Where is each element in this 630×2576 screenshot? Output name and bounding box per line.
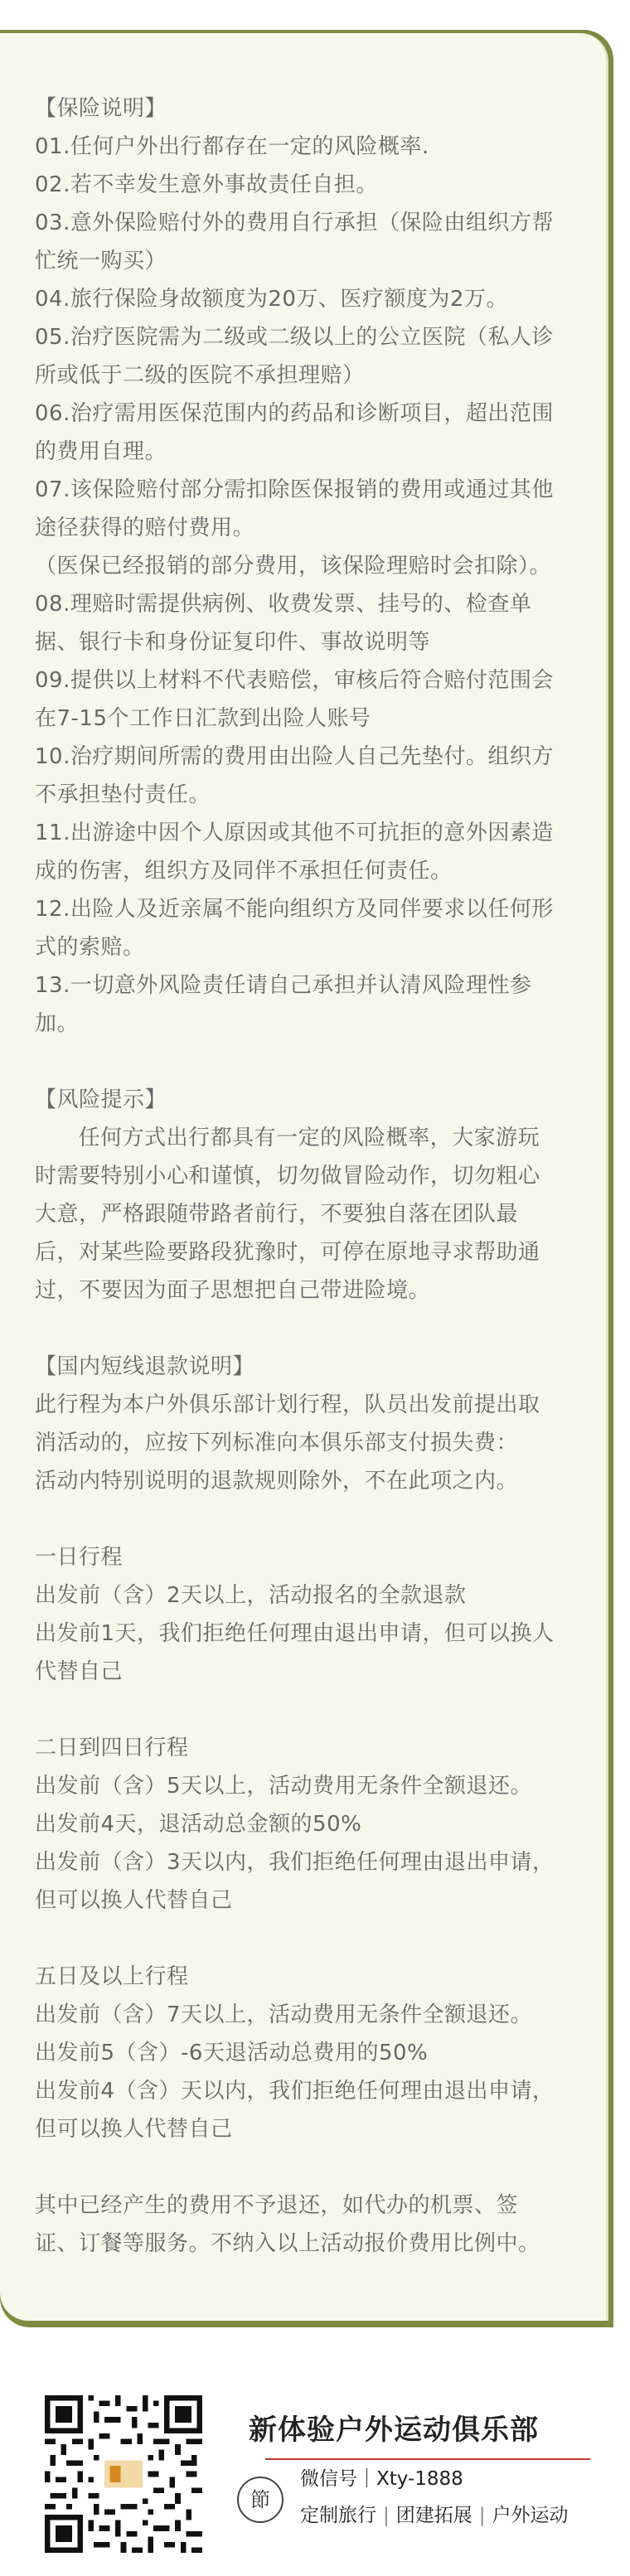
refund-one-day-line: 出发前1天，我们拒绝任何理由退出申请，但可以换人: [35, 1621, 555, 1646]
refund-one-day-line: 代替自己: [35, 1659, 124, 1684]
insurance-line: 06.治疗需用医保范围内的药品和诊断项目，超出范围: [35, 401, 554, 426]
club-name: 新体验户外运动俱乐部: [249, 2414, 539, 2447]
insurance-line: 04.旅行保险身故额度为20万、医疗额度为2万。: [35, 287, 508, 312]
risk-line: 过，不要因为面子思想把自己带进险境。: [35, 1278, 431, 1303]
insurance-line: 05.治疗医院需为二级或二级以上的公立医院（私人诊: [35, 325, 554, 350]
insurance-line: 12.出险人及近亲属不能向组织方及同伴要求以任何形: [35, 897, 554, 922]
insurance-line: 所或低于二级的医院不承担理赔）: [35, 363, 365, 388]
insurance-line: 忙统一购买）: [35, 249, 167, 274]
refund-heading: 【国内短线退款说明】: [35, 1354, 255, 1379]
refund-five-day-line: 五日及以上行程: [35, 1964, 189, 1989]
refund-five-day-line: 出发前4（含）天以内，我们拒绝任何理由退出申请，: [35, 2079, 555, 2104]
insurance-line: 01.任何户外出行都存在一定的风险概率.: [35, 134, 429, 159]
insurance-line: （医保已经报销的部分费用，该保险理赔时会扣除）。: [35, 554, 552, 579]
service-tags: 定制旅行 | 团建拓展 | 户外运动: [300, 2505, 569, 2526]
refund-five-day-line: 出发前5（含）-6天退活动总费用的50%: [35, 2041, 429, 2065]
insurance-heading: 【保险说明】: [35, 96, 167, 121]
insurance-line: 08.理赔时需提供病例、收费发票、挂号的、检查单: [35, 592, 532, 617]
insurance-line: 式的索赔。: [35, 935, 145, 960]
tag-custom-travel: 定制旅行: [300, 2505, 376, 2526]
refund-note-line: 其中已经产生的费用不予退还，如代办的机票、签: [35, 2193, 519, 2218]
risk-heading: 【风险提示】: [35, 1087, 167, 1112]
refund-note-line: 证、订餐等服务。不纳入以上活动报价费用比例中。: [35, 2231, 540, 2256]
refund-one-day-line: 一日行程: [35, 1545, 124, 1570]
insurance-lines: [35, 128, 574, 1043]
refund-intro: [35, 1386, 574, 1500]
insurance-line: 07.该保险赔付部分需扣除医保报销的费用或通过其他: [35, 477, 554, 502]
refund-five-day-line: 但可以换人代替自己: [35, 2117, 233, 2142]
seal-icon: 節: [237, 2477, 284, 2523]
insurance-line: 的费用自理。: [35, 439, 167, 464]
insurance-line: 成的伤害，组织方及同伴不承担任何责任。: [35, 859, 453, 884]
refund-one-day: [35, 1538, 574, 1691]
insurance-line: 11.出游途中因个人原因或其他不可抗拒的意外因素造: [35, 821, 554, 845]
insurance-line: 途径获得的赔付费用。: [35, 516, 255, 540]
divider: [265, 2458, 590, 2460]
refund-two-four-day-line: 出发前（含）5天以上，活动费用无条件全额退还。: [35, 1774, 533, 1799]
refund-note: [35, 2186, 574, 2263]
insurance-line: 不承担垫付责任。: [35, 782, 211, 807]
footer: [0, 2354, 630, 2576]
refund-two-four-day-line: 出发前（含）3天以内，我们拒绝任何理由退出申请，: [35, 1850, 555, 1875]
risk-line: 大意，严格跟随带路者前行，不要独自落在团队最: [35, 1202, 519, 1227]
refund-two-four-day: [35, 1729, 574, 1920]
refund-five-day: [35, 1958, 574, 2148]
refund-five-day-line: 出发前（含）7天以上，活动费用无条件全额退还。: [35, 2002, 533, 2027]
insurance-line: 13.一切意外风险责任请自己承担并认清风险理性参: [35, 973, 532, 998]
risk-lines: [35, 1119, 574, 1310]
refund-intro-line: 消活动的，应按下列标准向本俱乐部支付损失费：: [35, 1431, 519, 1455]
refund-one-day-line: 出发前（含）2天以上，活动报名的全款退款: [35, 1583, 467, 1608]
tag-team-building: 团建拓展: [395, 2505, 472, 2526]
refund-section: [35, 1348, 574, 2263]
tag-outdoor-sports: 户外运动: [492, 2505, 569, 2526]
insurance-line: 03.意外保险赔付外的费用自行承担（保险由组织方帮: [35, 211, 554, 235]
refund-two-four-day-line: 二日到四日行程: [35, 1736, 189, 1760]
insurance-line: 加。: [35, 1011, 80, 1036]
insurance-line: 02.若不幸发生意外事故责任自担。: [35, 172, 378, 197]
qr-code-icon[interactable]: [45, 2395, 202, 2553]
wechat-id: 微信号｜Xty-1888: [300, 2468, 463, 2490]
risk-line: 后，对某些险要路段犹豫时，可停在原地寻求帮助通: [35, 1240, 540, 1265]
notice-content: [35, 90, 574, 2301]
risk-section: [35, 1081, 574, 1310]
refund-two-four-day-line: 出发前4天，退活动总金额的50%: [35, 1812, 362, 1837]
risk-line: 时需要特别小心和谨慎，切勿做冒险动作，切勿粗心: [35, 1164, 540, 1189]
insurance-section: [35, 90, 574, 1043]
refund-intro-line: 活动内特别说明的退款规则除外，不在此项之内。: [35, 1469, 519, 1494]
insurance-line: 09.提供以上材料不代表赔偿，审核后符合赔付范围会: [35, 668, 554, 693]
insurance-line: 10.治疗期间所需的费用由出险人自己先垫付。组织方: [35, 744, 554, 769]
notice-card: [0, 33, 608, 2321]
insurance-line: 据、银行卡和身份证复印件、事故说明等: [35, 630, 431, 655]
risk-line: 任何方式出行都具有一定的风险概率，大家游玩: [35, 1126, 540, 1150]
insurance-line: 在7-15个工作日汇款到出险人账号: [35, 706, 371, 731]
refund-intro-line: 此行程为本户外俱乐部计划行程，队员出发前提出取: [35, 1392, 540, 1417]
refund-two-four-day-line: 但可以换人代替自己: [35, 1888, 233, 1913]
